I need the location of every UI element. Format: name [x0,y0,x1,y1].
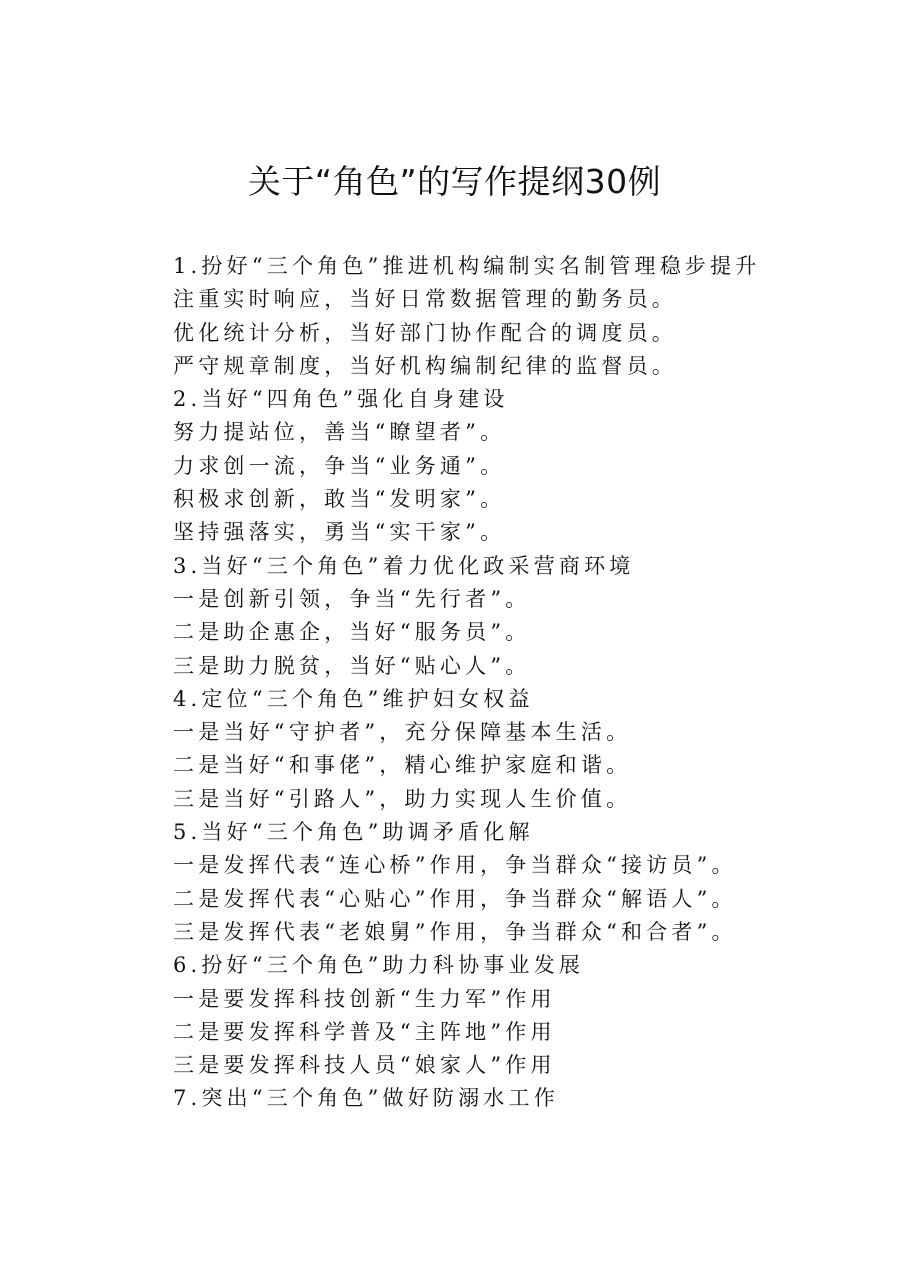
heading-line: 6.扮好“三个角色”助力科协事业发展 [173,953,585,978]
text-line: 一是创新引领，争当“先行者”。 [173,586,531,611]
text-line: 严守规章制度，当好机构编制纪律的监督员。 [173,353,677,378]
text-line: 二是发挥代表“心贴心”作用，争当群众“解语人”。 [173,886,737,911]
text-line: 三是助力脱贫，当好“贴心人”。 [173,653,531,678]
heading-line: 4.定位“三个角色”维护妇女权益 [173,686,534,711]
heading-line: 1.扮好“三个角色”推进机构编制实名制管理稳步提升 [173,254,761,278]
heading-line: 7.突出“三个角色”做好防溺水工作 [173,1086,559,1111]
text-line: 二是当好“和事佬”，精心维护家庭和谐。 [173,753,632,778]
text-line: 积极求创新，敢当“发明家”。 [173,487,506,512]
text-line: 一是发挥代表“连心桥”作用，争当群众“接访员”。 [173,853,737,878]
heading-line: 2.当好“四角色”强化自身建设 [173,387,509,412]
text-line: 优化统计分析，当好部门协作配合的调度员。 [173,320,677,345]
text-line: 一是当好“守护者”，充分保障基本生活。 [173,720,632,745]
document-body [173,250,773,1116]
text-line: 一是要发挥科技创新“生力军”作用 [173,986,556,1011]
text-line: 注重实时响应，当好日常数据管理的勤务员。 [173,287,677,312]
text-line: 三是要发挥科技人员“娘家人”作用 [173,1053,556,1078]
text-line: 坚持强落实，勇当“实干家”。 [173,520,506,545]
text-line: 力求创一流，争当“业务通”。 [173,453,506,478]
heading-line: 3.当好“三个角色”着力优化政采营商环境 [173,553,635,578]
text-line: 三是发挥代表“老娘舅”作用，争当群众“和合者”。 [173,919,737,944]
text-line: 努力提站位，善当“瞭望者”。 [173,420,506,445]
text-line: 二是要发挥科学普及“主阵地”作用 [173,1019,556,1044]
text-line: 三是当好“引路人”，助力实现人生价值。 [173,786,632,811]
text-line: 二是助企惠企，当好“服务员”。 [173,620,531,645]
heading-line: 5.当好“三个角色”助调矛盾化解 [173,820,534,845]
document-title: 关于“角色”的写作提纲30例 [247,162,662,201]
